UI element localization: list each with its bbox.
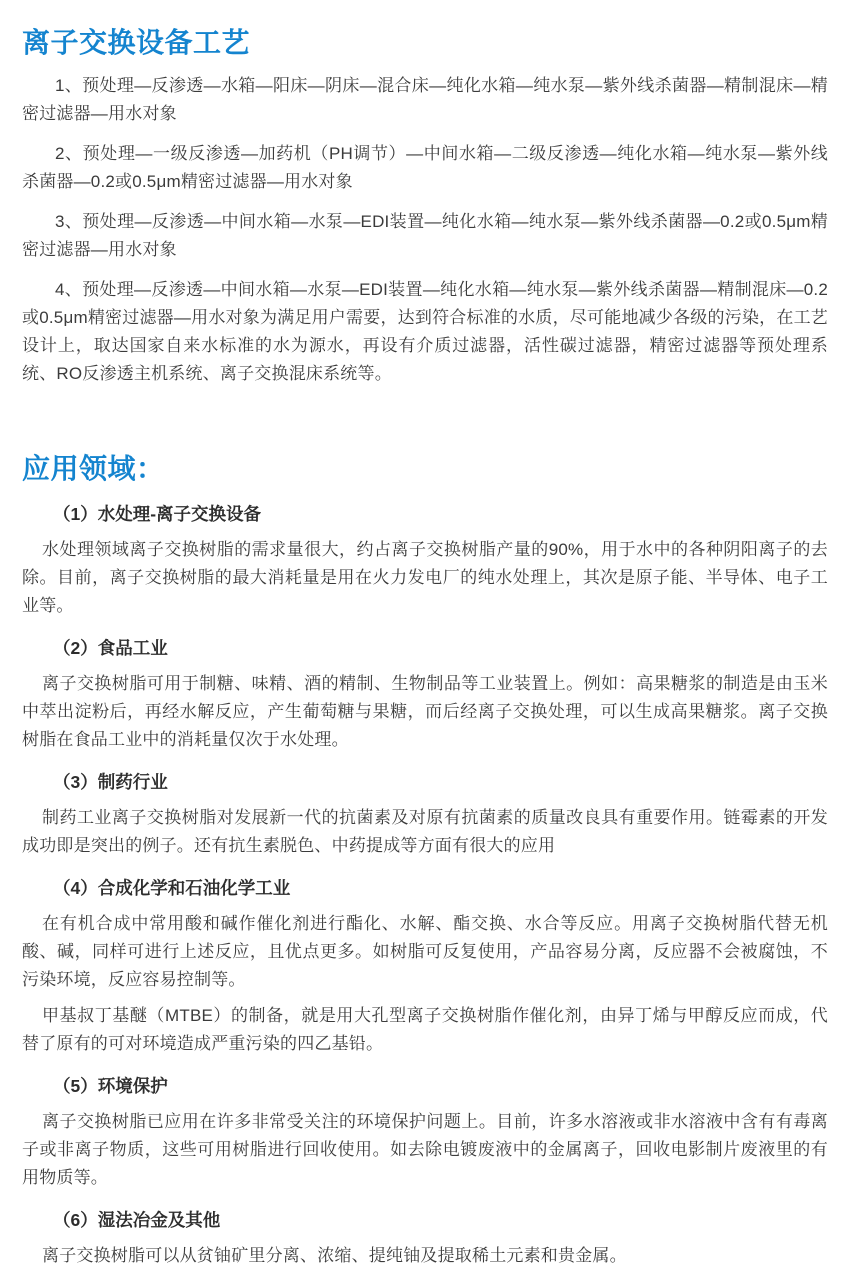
application-item-pharmaceutical [22,768,828,860]
application-paragraph: 离子交换树脂可用于制糖、味精、酒的精制、生物制品等工业装置上。例如：高果糖浆的制造是由玉米中萃出淀粉后，再经水解反应，产生葡萄糖与果糖，而后经离子交换处理，可以生成高果糖浆。离子交换树脂在食品工业中的消耗量仅次于水处理。 [22,674,828,749]
application-body-4 [22,910,828,1058]
applications-section-title: 应用领域： [22,453,165,484]
application-heading-1: （1）水处理-离子交换设备 [53,504,262,524]
application-item-water-treatment [22,500,828,620]
process-paragraph-4: 4、预处理—反渗透—中间水箱—水泵—EDI装置—纯化水箱—纯水泵—紫外线杀菌器—精制混床—0.2或0.5μm精密过滤器—用水对象为满足用户需要，达到符合标准的水质，尽可能地减少各级的污染，在工艺设计上，取达国家自来水标准的水为源水，再设有介质过滤器，活性碳过滤器，精密过滤器等预处理系统、RO反渗透主机系统、离子交换混床系统等。 [22,280,828,383]
application-heading-4: （4）合成化学和石油化学工业 [53,878,291,898]
application-body-6 [22,1242,828,1270]
application-item-food-industry [22,634,828,754]
application-heading-2: （2）食品工业 [53,638,168,658]
application-heading-3: （3）制药行业 [53,772,168,792]
application-paragraph: 离子交换树脂可以从贫铀矿里分离、浓缩、提纯铀及提取稀土元素和贵金属。 [42,1246,627,1265]
process-paragraph-1: 1、预处理—反渗透—水箱—阳床—阴床—混合床—纯化水箱—纯水泵—紫外线杀菌器—精制混床—精密过滤器—用水对象 [22,76,828,123]
application-body-1 [22,536,828,620]
application-paragraph: 水处理领域离子交换树脂的需求量很大，约占离子交换树脂产量的90%，用于水中的各种阴阳离子的去除。目前，离子交换树脂的最大消耗量是用在火力发电厂的纯水处理上，其次是原子能、半导体、电子工业等。 [22,540,828,615]
process-section-title: 离子交换设备工艺 [22,27,251,58]
application-paragraph: 离子交换树脂已应用在许多非常受关注的环境保护问题上。目前，许多水溶液或非水溶液中含有有毒离子或非离子物质，这些可用树脂进行回收使用。如去除电镀废液中的金属离子，回收电影制片废液里的有用物质等。 [22,1112,828,1187]
application-item-environmental-protection [22,1072,828,1192]
application-body-5 [22,1108,828,1192]
application-item-hydrometallurgy [22,1206,828,1270]
application-item-synthetic-petrochemical [22,874,828,1058]
process-paragraph-3: 3、预处理—反渗透—中间水箱—水泵—EDI装置—纯化水箱—纯水泵—紫外线杀菌器—0.2或0.5μm精密过滤器—用水对象 [22,212,828,259]
application-heading-5: （5）环境保护 [53,1076,168,1096]
application-paragraph: 在有机合成中常用酸和碱作催化剂进行酯化、水解、酯交换、水合等反应。用离子交换树脂代替无机酸、碱，同样可进行上述反应，且优点更多。如树脂可反复使用，产品容易分离，反应器不会被腐蚀，不污染环境，反应容易控制等。 [22,914,828,989]
application-body-2 [22,670,828,754]
process-section [22,72,828,388]
application-heading-6: （6）湿法冶金及其他 [53,1210,221,1230]
process-paragraph-2: 2、预处理—一级反渗透—加药机（PH调节）—中间水箱—二级反渗透—纯化水箱—纯水泵—紫外线杀菌器—0.2或0.5μm精密过滤器—用水对象 [22,144,828,191]
applications-section [22,500,828,1270]
application-paragraph: 制药工业离子交换树脂对发展新一代的抗菌素及对原有抗菌素的质量改良具有重要作用。链霉素的开发成功即是突出的例子。还有抗生素脱色、中药提成等方面有很大的应用 [22,808,828,855]
application-paragraph: 甲基叔丁基醚（MTBE）的制备，就是用大孔型离子交换树脂作催化剂，由异丁烯与甲醇反应而成，代替了原有的可对环境造成严重污染的四乙基铅。 [22,1006,828,1053]
application-body-3 [22,804,828,860]
